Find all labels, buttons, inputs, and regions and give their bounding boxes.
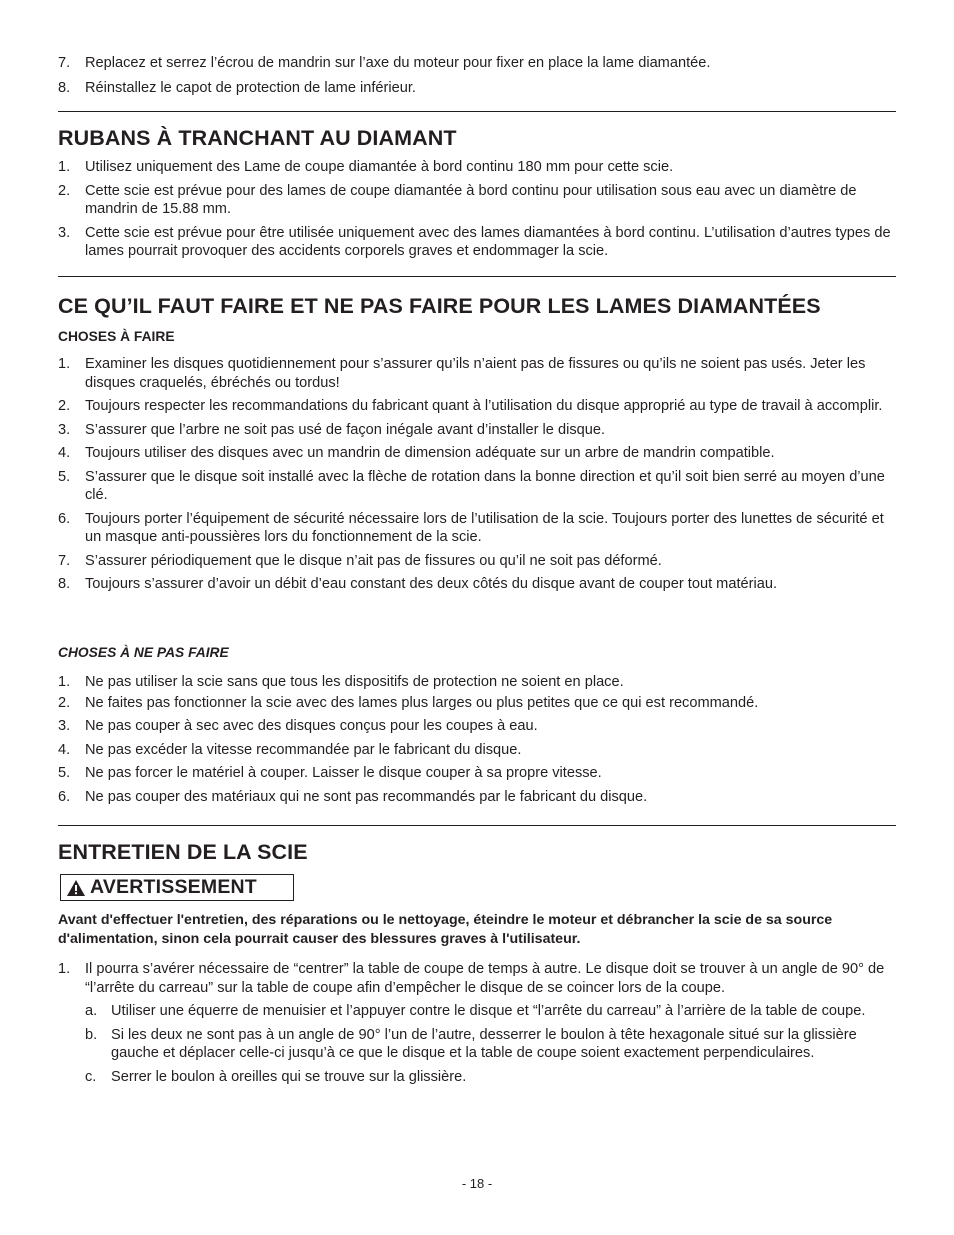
top-list xyxy=(58,54,896,97)
list-item: 8. Réinstallez le capot de protection de lame inférieur. xyxy=(58,79,416,96)
sub-list-item: b. Si les deux ne sont pas à un angle de 90° l’un de l’autre, desserrer le boulon à tête hexagonale situé sur la glissière gauche et déplacer celle-ci jusqu’à ce que le disque et la table de coupe soient exactement perpendiculaires. xyxy=(85,1026,857,1061)
list-item: 1. Examiner les disques quotidiennement pour s’assurer qu’ils n’aient pas de fissures ou qu’ils ne soient pas usés. Jeter les disques craquelés, ébréchés ou tordus! xyxy=(58,356,866,391)
warning-box xyxy=(60,874,294,901)
warning-text: Avant d'effectuer l'entretien, des réparations ou le nettoyage, éteindre le moteur et débrancher la scie de sa source d'alimentation, sinon cela pourrait causer des blessures graves à l'utilisateur. xyxy=(58,912,833,947)
section-divider xyxy=(58,276,896,277)
list-item: 4. Ne pas excéder la vitesse recommandée par le fabricant du disque. xyxy=(58,741,522,758)
dont-subtitle: CHOSES À NE PAS FAIRE xyxy=(58,645,229,660)
warning-label: AVERTISSEMENT xyxy=(90,876,257,898)
list-item: 6. Toujours porter l’équipement de sécurité nécessaire lors de l’utilisation de la scie. Toujours porter des lunettes de sécurité et un masque anti-poussières lors du fonctionnement de la scie. xyxy=(58,510,884,545)
list-item: 2. Ne faites pas fonctionner la scie avec des lames plus larges ou plus petites que ce qui est recommandé. xyxy=(58,694,759,711)
warning-triangle-icon xyxy=(66,879,86,897)
list-item: 8. Toujours s’assurer d’avoir un débit d’eau constant des deux côtés du disque avant de couper tout matériau. xyxy=(58,576,778,592)
list-item: 3. Cette scie est prévue pour être utilisée uniquement avec des lames diamantées à bord continu. L’utilisation d’autres types de lames pourrait provoquer des accidents corporels graves et endommager la scie. xyxy=(58,224,891,259)
list-item: 4. Toujours utiliser des disques avec un mandrin de dimension adéquate sur un arbre de mandrin compatible. xyxy=(58,445,775,461)
list-item: 3. S’assurer que l’arbre ne soit pas usé de façon inégale avant d’installer le disque. xyxy=(58,421,606,438)
list-item: 2. Cette scie est prévue pour des lames de coupe diamantée à bord continu pour utilisation sous eau avec un diamètre de mandrin de 15.88 mm. xyxy=(58,182,857,217)
list-item: 7. Replacez et serrez l’écrou de mandrin sur l’axe du moteur pour fixer en place la lame diamantée. xyxy=(58,55,711,71)
dont-list xyxy=(58,673,896,806)
list-item: 5. S’assurer que le disque soit installé avec la flèche de rotation dans la bonne direction et qu’il soit bien serré au moyen d’une clé. xyxy=(58,468,885,503)
sub-list-item: c. Serrer le boulon à oreilles qui se trouve sur la glissière. xyxy=(85,1068,467,1085)
section1-list xyxy=(58,158,896,261)
section-title-entretien: ENTRETIEN DE LA SCIE xyxy=(58,840,308,864)
list-item: 7. S’assurer périodiquement que le disque n’ait pas de fissures ou qu’il ne soit pas déformé. xyxy=(58,552,662,569)
list-item: 2. Toujours respecter les recommandations du fabricant quant à l’utilisation du disque approprié au type de travail à accomplir. xyxy=(58,398,883,414)
list-item: 1. Il pourra s’avérer nécessaire de “centrer” la table de coupe de temps à autre. Le disque doit se trouver à un angle de 90° de “l’arrête du carreau” sur la table de coupe afin d’empêcher le disque de se coincer lors de la coupe. xyxy=(58,961,885,996)
list-item: 1. Ne pas utiliser la scie sans que tous les dispositifs de protection ne soient en place. xyxy=(58,674,624,690)
sub-list-item: a. Utiliser une équerre de menuisier et l’appuyer contre le disque et “l’arrête du carreau” à l’arrière de la table de coupe. xyxy=(85,1003,866,1019)
list-item: 6. Ne pas couper des matériaux qui ne sont pas recommandés par le fabricant du disque. xyxy=(58,788,648,805)
do-list xyxy=(58,355,896,594)
list-item: 3. Ne pas couper à sec avec des disques conçus pour les coupes à eau. xyxy=(58,718,538,734)
list-item: 5. Ne pas forcer le matériel à couper. Laisser le disque couper à sa propre vitesse. xyxy=(58,765,602,781)
section-divider xyxy=(58,111,896,112)
section-title-rubans: RUBANS À TRANCHANT AU DIAMANT xyxy=(58,126,457,150)
list-item: 1. Utilisez uniquement des Lame de coupe diamantée à bord continu 180 mm pour cette scie. xyxy=(58,159,674,175)
section-title-do-dont: CE QU’IL FAUT FAIRE ET NE PAS FAIRE POUR LES LAMES DIAMANTÉES xyxy=(58,294,821,318)
section-divider xyxy=(58,825,896,826)
page-number: - 18 - xyxy=(461,1176,493,1191)
do-subtitle: CHOSES À FAIRE xyxy=(58,329,175,344)
maintenance-list xyxy=(58,960,896,1086)
